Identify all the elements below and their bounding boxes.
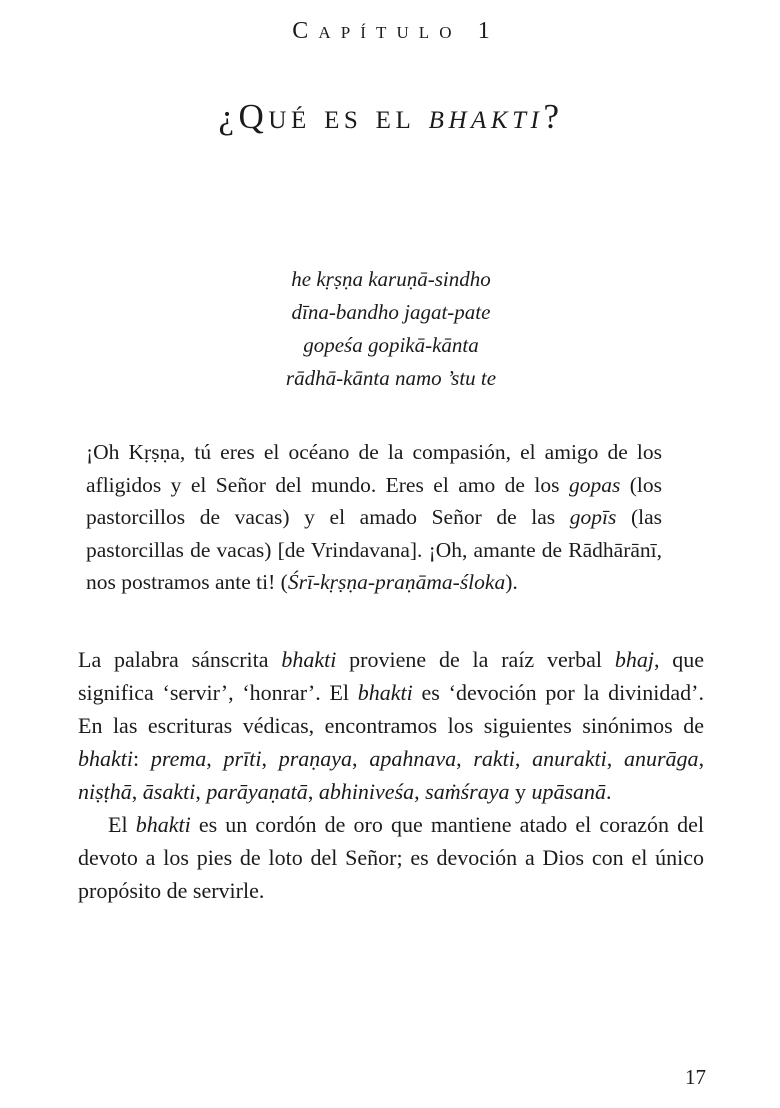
verse-translation: ¡Oh Kṛṣṇa, tú eres el océano de la compasión, el amigo de los afligidos y el Señor del mundo. Eres el amo de los gopas (los pastorcillos de vacas) y el amado Señor de las gopīs (las pastorcillas de vacas) [de Vrindavana]. ¡Oh, amante de Rādhārānī, nos postramos ante ti! (Śrī-kṛṣṇa-praṇāma-śloka). [86,440,662,594]
chapter-label: Capítulo 1 [292,18,500,44]
page-number: 17 [685,1065,706,1089]
paragraph: El bhakti es un cordón de oro que mantiene atado el corazón del devoto a los pies de loto del Señor; es devoción a Dios con el único propósito de servirle. [78,811,704,903]
verse-line: dīna-bandho jagat-pate [291,300,491,324]
page-title: ¿Qué es el bhakti? [218,97,564,136]
verse-line: rādhā-kānta namo ’stu te [285,366,497,390]
verse-line: gopeśa gopikā-kānta [303,333,479,357]
sanskrit-verse [78,263,704,395]
verse-line: he kṛṣṇa karuṇā-sindho [291,267,491,291]
paragraph: La palabra sánscrita bhakti proviene de la raíz verbal bhaj, que significa ‘servir’, ‘honrar’. El bhakti es ‘devoción por la divinidad’. En las escrituras védicas, encontramos los siguientes sinónimos de bhakti: prema, prīti, praṇaya, apahnava, rakti, anurakti, anurāga, niṣṭhā, āsakti, parāyaṇatā, abhiniveśa, saṁśraya y upāsanā. [78,646,705,804]
